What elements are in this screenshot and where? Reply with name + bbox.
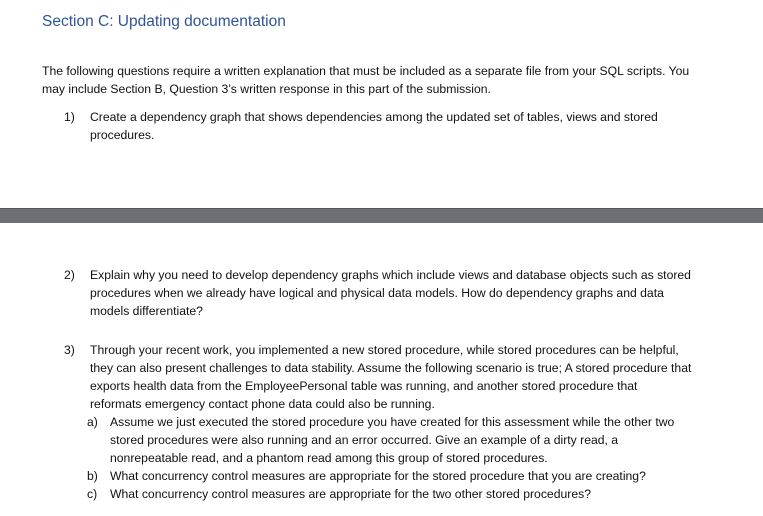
question-line: they can also present challenges to data stability. Assume the following scenario is true; A stored procedure that (90, 361, 692, 375)
question-text (90, 266, 691, 320)
intro-paragraph (42, 62, 689, 98)
question-line: exports health data from the EmployeePersonal table was running, and another stored procedure that (90, 379, 638, 393)
subquestion-text (110, 485, 591, 503)
question-line: procedures when we already have logical and physical data models. How do dependency graphs and data (90, 286, 664, 300)
question-line: Through your recent work, you implemented a new stored procedure, while stored procedures can be helpful, (90, 343, 679, 357)
question-line: Create a dependency graph that shows dependencies among the updated set of tables, views and stored (90, 110, 658, 124)
subquestion-line: Assume we just executed the stored procedure you have created for this assessment while the other two (110, 415, 675, 429)
document-page-1 (0, 0, 763, 208)
subquestion-line: What concurrency control measures are appropriate for the stored procedure that you are creating? (110, 469, 646, 483)
subquestion-letter: b) (87, 469, 98, 483)
subquestion-line: nonrepeatable read, and a phantom read among this group of stored procedures. (110, 451, 548, 465)
subquestion-letter: c) (87, 487, 98, 501)
question-text (90, 108, 658, 144)
question-line: procedures. (90, 128, 155, 142)
document-page-2 (0, 222, 763, 516)
subquestion-text (110, 467, 646, 485)
question-line: Explain why you need to develop dependency graphs which include views and database objects such as stored (90, 268, 691, 282)
subquestion-line: What concurrency control measures are appropriate for the two other stored procedures? (110, 487, 591, 501)
section-heading: Section C: Updating documentation (42, 13, 286, 30)
subquestion-letter: a) (87, 415, 98, 429)
intro-line: may include Section B, Question 3’s written response in this part of the submission. (42, 82, 491, 96)
question-number: 3) (64, 343, 75, 357)
subquestion-line: stored procedures were also running and an error occurred. Give an example of a dirty read, a (110, 433, 619, 447)
question-number: 1) (64, 110, 75, 124)
question-line: models differentiate? (90, 304, 203, 318)
intro-line: The following questions require a written explanation that must be included as a separate file from your SQL scripts. You (42, 64, 690, 78)
page-separator (0, 208, 763, 223)
question-line: reformats emergency contact phone data could also be running. (90, 397, 435, 411)
question-number: 2) (64, 268, 75, 282)
subquestion-text (110, 413, 674, 467)
question-text (90, 341, 691, 413)
